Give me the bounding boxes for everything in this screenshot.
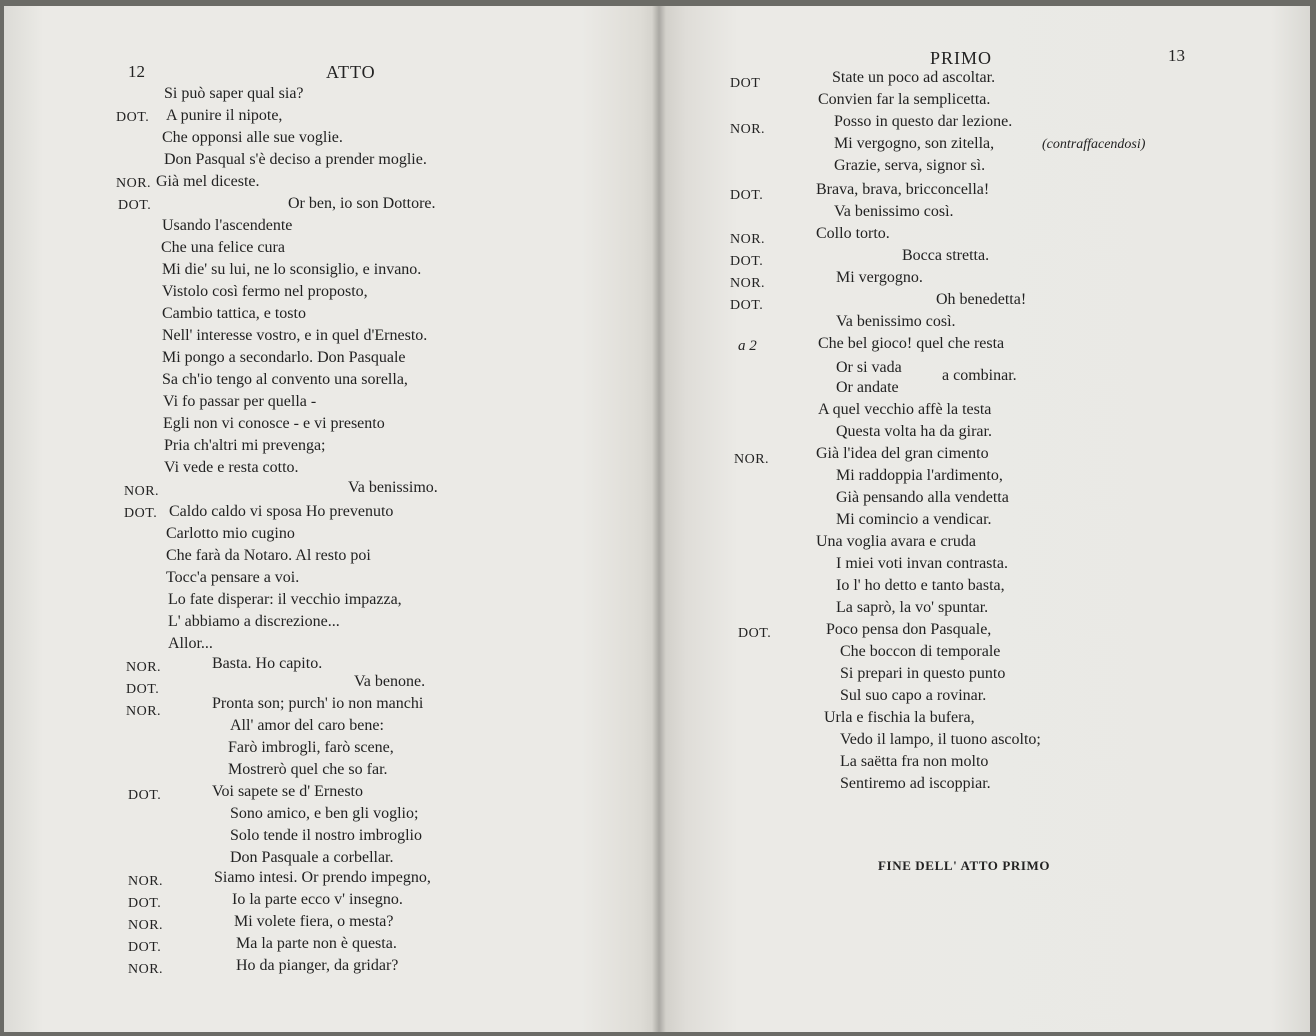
speaker-label: DOT. — [128, 788, 162, 803]
verse-line: Grazie, serva, signor sì. — [834, 157, 986, 174]
running-header: PRIMO — [930, 48, 993, 68]
verse-line: Mi pongo a secondarlo. Don Pasquale — [162, 349, 406, 366]
verse-line: Sentiremo ad iscoppiar. — [840, 775, 991, 792]
speaker-label: NOR. — [126, 660, 162, 675]
verse-line: Or si vada — [836, 359, 902, 376]
verse-line: Solo tende il nostro imbroglio — [230, 827, 422, 844]
left-page — [4, 6, 660, 1032]
verse-line: Questa volta ha da girar. — [836, 423, 992, 440]
verse-line: All' amor del caro bene: — [230, 717, 384, 734]
verse-line: Vistolo così fermo nel proposto, — [162, 283, 368, 300]
verse-line: Mi die' su lui, ne lo sconsiglio, e invano. — [162, 261, 422, 278]
speaker-label: DOT. — [128, 940, 162, 955]
verse-line: Già l'idea del gran cimento — [816, 445, 989, 462]
verse-line: Ho da pianger, da gridar? — [236, 957, 399, 974]
verse-line: Si prepari in questo punto — [840, 665, 1006, 682]
verse-line: Or ben, io son Dottore. — [288, 195, 436, 212]
verse-line: Vedo il lampo, il tuono ascolto; — [840, 731, 1041, 748]
verse-line: Cambio tattica, e tosto — [162, 305, 306, 322]
speaker-label: NOR. — [128, 918, 164, 933]
verse-line: Va benissimo. — [348, 479, 438, 496]
verse-line: Farò imbrogli, farò scene, — [228, 739, 394, 756]
verse-line: State un poco ad ascoltar. — [832, 69, 996, 86]
verse-line: Usando l'ascendente — [162, 217, 293, 234]
verse-line: Va benone. — [354, 673, 426, 690]
speaker-label: DOT. — [738, 626, 772, 641]
speaker-label: NOR. — [128, 874, 164, 889]
verse-line: Lo fate disperar: il vecchio impazza, — [168, 591, 402, 608]
speaker-label: DOT. — [730, 298, 764, 313]
verse-line: Oh benedetta! — [936, 291, 1027, 308]
verse-line: Voi sapete se d' Ernesto — [212, 783, 363, 800]
verse-line: Sa ch'io tengo al convento una sorella, — [162, 371, 408, 388]
speaker-label: NOR. — [730, 276, 766, 291]
speaker-label: a 2 — [738, 338, 757, 354]
verse-line: Mi volete fiera, o mesta? — [234, 913, 394, 930]
speaker-label: NOR. — [126, 704, 162, 719]
verse-line: Mostrerò quel che so far. — [228, 761, 388, 778]
verse-line: Caldo caldo vi sposa Ho prevenuto — [169, 503, 394, 520]
verse-line: Tocc'a pensare a voi. — [166, 569, 300, 586]
verse-line: Mi vergogno, son zitella, — [834, 135, 995, 152]
verse-line: Che una felice cura — [161, 239, 285, 256]
verse-line: Mi raddoppia l'ardimento, — [836, 467, 1003, 484]
verse-line: Già pensando alla vendetta — [836, 489, 1009, 506]
verse-line: Basta. Ho capito. — [212, 655, 323, 672]
verse-line: Bocca stretta. — [902, 247, 990, 264]
verse-line: Sul suo capo a rovinar. — [840, 687, 987, 704]
verse-line: Brava, brava, bricconcella! — [816, 181, 990, 198]
speaker-label: DOT. — [128, 896, 162, 911]
verse-line: L' abbiamo a discrezione... — [168, 613, 340, 630]
speaker-label: NOR. — [734, 452, 770, 467]
verse-line: Va benissimo così. — [836, 313, 956, 330]
page-number: 13 — [1168, 46, 1185, 65]
verse-line: Or andate — [836, 379, 899, 396]
verse-line: Collo torto. — [816, 225, 890, 242]
verse-line: Don Pasqual s'è deciso a prender moglie. — [164, 151, 427, 168]
verse-line: Allor... — [168, 635, 213, 652]
speaker-label: NOR. — [128, 962, 164, 977]
verse-line: Pria ch'altri mi prevenga; — [164, 437, 326, 454]
verse-line: A quel vecchio affè la testa — [818, 401, 992, 418]
verse-line: Già mel diceste. — [156, 173, 260, 190]
verse-line: La saëtta fra non molto — [840, 753, 989, 770]
verse-line: Io la parte ecco v' insegno. — [232, 891, 403, 908]
verse-line: Nell' interesse vostro, e in quel d'Ernesto. — [162, 327, 428, 344]
verse-line: Posso in questo dar lezione. — [834, 113, 1013, 130]
book-gutter — [652, 6, 666, 1032]
verse-line: Siamo intesi. Or prendo impegno, — [214, 869, 431, 886]
verse-line: Vi vede e resta cotto. — [164, 459, 299, 476]
verse-line: Carlotto mio cugino — [166, 525, 295, 542]
verse-line: Don Pasquale a corbellar. — [230, 849, 394, 866]
speaker-label: DOT. — [730, 188, 764, 203]
verse-line: La saprò, la vo' spuntar. — [836, 599, 989, 616]
speaker-label: NOR. — [116, 176, 152, 191]
verse-line: Si può saper qual sia? — [164, 85, 304, 102]
verse-line: Egli non vi conosce - e vi presento — [163, 415, 385, 432]
speaker-label: NOR. — [730, 122, 766, 137]
verse-line: Che farà da Notaro. Al resto poi — [166, 547, 371, 564]
speaker-label: DOT — [730, 76, 761, 91]
verse-line: Va benissimo così. — [834, 203, 954, 220]
speaker-label: DOT. — [118, 198, 152, 213]
speaker-label: DOT. — [730, 254, 764, 269]
verse-line: A punire il nipote, — [166, 107, 283, 124]
speaker-label: NOR. — [730, 232, 766, 247]
verse-line: Pronta son; purch' io non manchi — [212, 695, 424, 712]
verse-line: Sono amico, e ben gli voglio; — [230, 805, 419, 822]
page-number: 12 — [128, 62, 145, 81]
verse-line: Che boccon di temporale — [840, 643, 1001, 660]
verse-line: I miei voti invan contrasta. — [836, 555, 1008, 572]
verse-line: Mi comincio a vendicar. — [836, 511, 992, 528]
verse-line: Io l' ho detto e tanto basta, — [836, 577, 1005, 594]
running-header: ATTO — [326, 62, 376, 82]
verse-line: Che bel gioco! quel che resta — [818, 335, 1005, 352]
verse-line: Che opponsi alle sue voglie. — [162, 129, 343, 146]
verse-line: Mi vergogno. — [836, 269, 923, 286]
verse-line: Poco pensa don Pasquale, — [826, 621, 992, 638]
speaker-label: DOT. — [116, 110, 150, 125]
speaker-label: NOR. — [124, 484, 160, 499]
verse-line: Convien far la semplicetta. — [818, 91, 991, 108]
speaker-label: DOT. — [126, 682, 160, 697]
speaker-label: DOT. — [124, 506, 158, 521]
verse-line: Ma la parte non è questa. — [236, 935, 397, 952]
verse-line: Vi fo passar per quella - — [163, 393, 317, 410]
verse-line: Una voglia avara e cruda — [816, 533, 976, 550]
right-page — [660, 6, 1310, 1032]
verse-line: Urla e fischia la bufera, — [824, 709, 975, 726]
verse-line: a combinar. — [942, 367, 1017, 384]
stage-direction: (contraffacendosi) — [1042, 137, 1146, 152]
end-of-act-note: FINE DELL' ATTO PRIMO — [878, 858, 1051, 873]
